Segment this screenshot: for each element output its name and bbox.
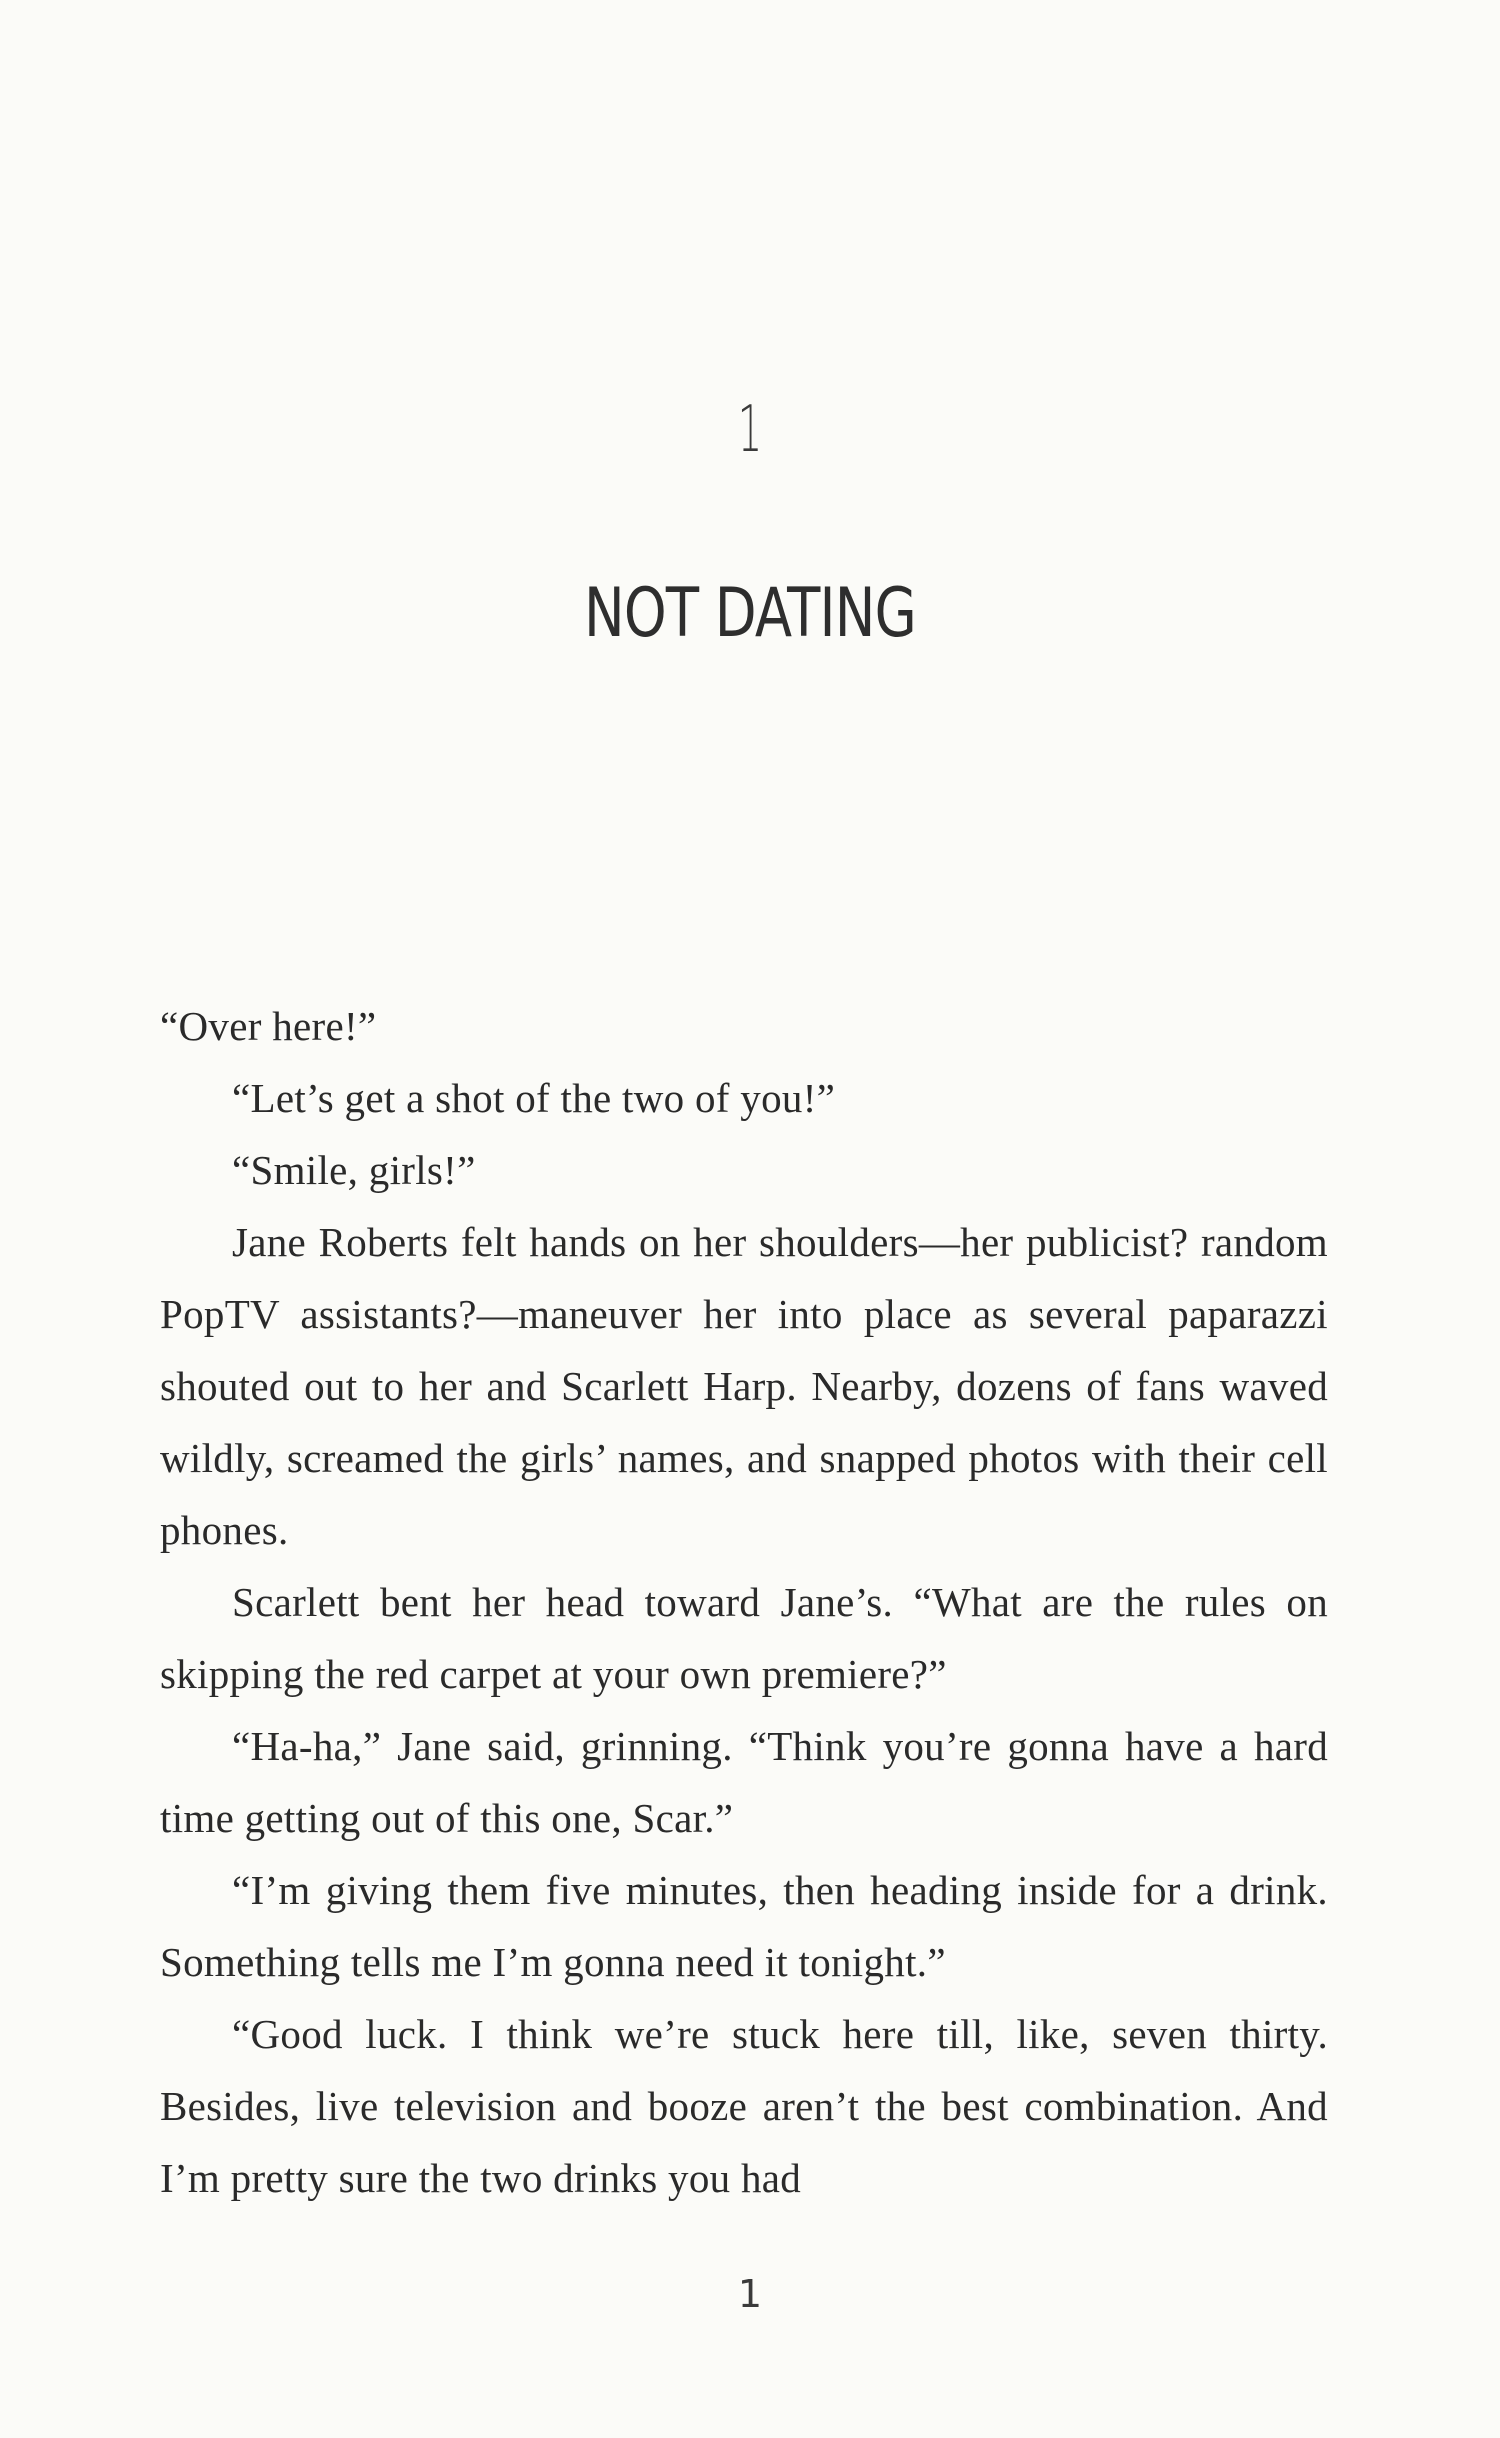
paragraph: “Over here!”	[160, 1003, 377, 1049]
paragraph: “Ha-ha,” Jane said, grinning. “Think you’re gonna have a hard time getting out of this one, Scar.”	[160, 1723, 1328, 1841]
paragraph: “Smile, girls!”	[232, 1147, 476, 1193]
page-number: 1	[737, 2272, 763, 2316]
chapter-title: NOT DATING	[583, 574, 917, 653]
chapter-body	[160, 990, 1328, 2214]
paragraph: “I’m giving them five minutes, then heading inside for a drink. Something tells me I’m gonna need it tonight.”	[160, 1867, 1328, 1985]
paragraph: Scarlett bent her head toward Jane’s. “What are the rules on skipping the red carpet at your own premiere?”	[160, 1579, 1328, 1697]
paragraph: Jane Roberts felt hands on her shoulders—her publicist? random PopTV assistants?—maneuver her into place as several paparazzi shouted out to her and Scarlett Harp. Nearby, dozens of fans waved wildly, screamed the girls’ names, and snapped photos with their cell phones.	[160, 1219, 1328, 1553]
chapter-number: 1	[737, 393, 763, 467]
paragraph: “Good luck. I think we’re stuck here till, like, seven thirty. Besides, live television and booze aren’t the best combination. And I’m pretty sure the two drinks you had	[160, 2011, 1328, 2201]
paragraph: “Let’s get a shot of the two of you!”	[232, 1075, 836, 1121]
